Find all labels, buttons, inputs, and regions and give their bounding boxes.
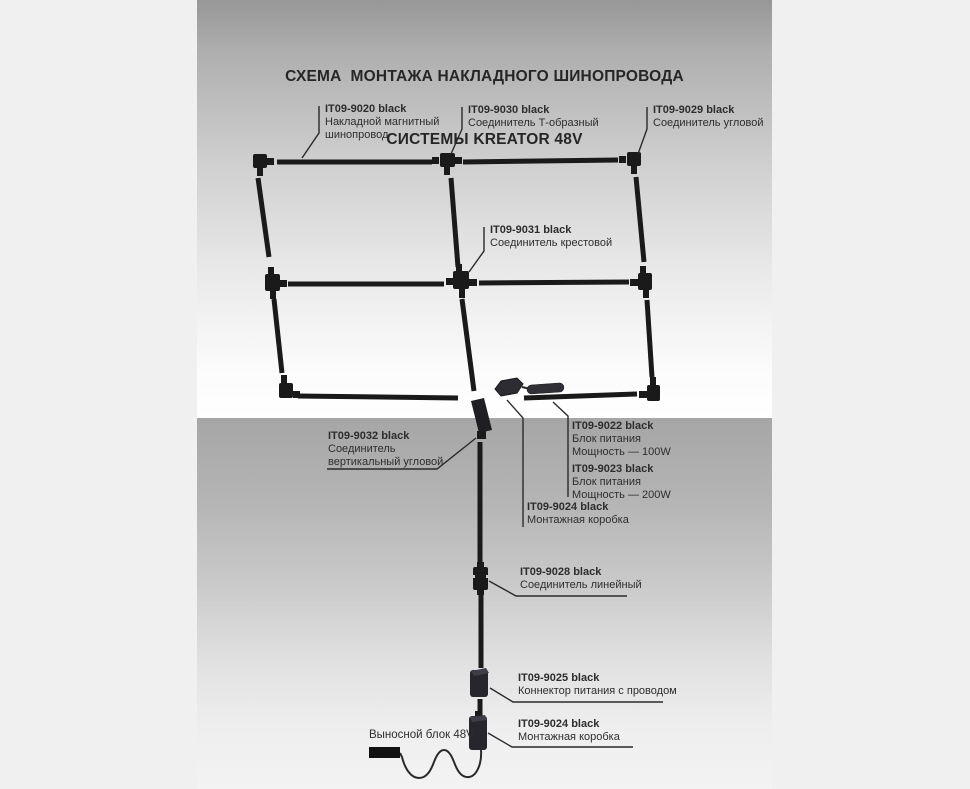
track-vert-mid-2 bbox=[462, 299, 474, 391]
label-mounting-box-top-desc1: Монтажная коробка bbox=[527, 514, 629, 526]
label-mounting-box-bottom-code: IT09-9024 black bbox=[518, 718, 600, 730]
label-psu-200 bbox=[572, 463, 671, 502]
corner-connector-bottom-right bbox=[639, 377, 660, 401]
label-mounting-box-bottom-desc1: Монтажная коробка bbox=[518, 731, 620, 743]
label-linear-connector-desc1: Соединитель линейный bbox=[520, 579, 642, 591]
title-line-1: СХЕМА МОНТАЖА НАКЛАДНОГО ШИНОПРОВОДА bbox=[285, 68, 684, 85]
mounting-box-component-top bbox=[495, 378, 523, 396]
label-track bbox=[325, 103, 439, 142]
corner-connector-bottom-left bbox=[279, 375, 300, 398]
label-psu-200-code: IT09-9023 black bbox=[572, 463, 654, 475]
label-vertical-corner-connector bbox=[328, 430, 443, 469]
label-corner-connector bbox=[653, 104, 764, 130]
label-power-connector-code: IT09-9025 black bbox=[518, 672, 600, 684]
cross-connector-center bbox=[446, 264, 477, 298]
power-connector-component bbox=[470, 668, 489, 697]
label-cross-connector-code: IT09-9031 black bbox=[490, 224, 572, 236]
label-linear-connector bbox=[520, 566, 642, 592]
label-vertical-corner-desc2: вертикальный угловой bbox=[328, 456, 444, 468]
label-power-connector bbox=[518, 672, 677, 698]
track-mid-right bbox=[479, 282, 629, 283]
label-cross-connector-desc1: Соединитель крестовой bbox=[490, 237, 613, 249]
label-corner-connector-code: IT09-9029 black bbox=[653, 104, 735, 116]
label-t-connector-desc1: Соединитель Т-образный bbox=[468, 117, 599, 129]
label-linear-connector-code: IT09-9028 black bbox=[520, 566, 602, 578]
linear-connector-component bbox=[473, 562, 488, 595]
track-vert-left-2 bbox=[274, 299, 282, 373]
label-power-connector-desc1: Коннектор питания с проводом bbox=[518, 685, 677, 697]
label-corner-connector-desc1: Соединитель угловой bbox=[653, 117, 764, 129]
label-mounting-box-top-code: IT09-9024 black bbox=[527, 501, 609, 513]
label-mounting-box-top bbox=[527, 501, 629, 527]
title-line-2: СИСТЕМЫ KREATOR 48V bbox=[386, 131, 583, 148]
leader-mounting-box-top bbox=[507, 400, 523, 527]
label-psu-100-code: IT09-9022 black bbox=[572, 420, 654, 432]
label-track-desc1: Накладной магнитный bbox=[325, 116, 440, 128]
label-psu-100-desc1: Блок питания bbox=[572, 433, 641, 445]
label-psu-100 bbox=[572, 420, 671, 459]
vertical-corner-connector-component bbox=[471, 398, 492, 439]
label-psu-200-desc2: Мощность — 200W bbox=[572, 489, 671, 501]
track-bottom-left bbox=[298, 396, 458, 398]
track-bottom-right bbox=[524, 394, 637, 398]
label-t-connector bbox=[468, 104, 599, 130]
t-connector-mid-right bbox=[630, 266, 652, 298]
leader-psu bbox=[553, 402, 568, 497]
label-remote-block: Выносной блок 48V bbox=[369, 729, 474, 741]
label-psu-100-desc2: Мощность — 100W bbox=[572, 446, 671, 458]
label-track-desc2: шинопровод bbox=[325, 129, 389, 141]
power-cord-wire bbox=[400, 750, 481, 778]
label-cross-connector bbox=[490, 224, 612, 250]
label-psu-200-desc1: Блок питания bbox=[572, 476, 641, 488]
label-track-code: IT09-9020 black bbox=[325, 103, 407, 115]
label-mounting-box-bottom bbox=[518, 718, 620, 744]
label-vertical-corner-code: IT09-9032 black bbox=[328, 430, 410, 442]
leader-cross-connector bbox=[469, 227, 484, 272]
label-t-connector-code: IT09-9030 black bbox=[468, 104, 550, 116]
remote-power-block bbox=[369, 747, 400, 758]
power-supply-component bbox=[527, 383, 565, 395]
track-vert-right-2 bbox=[647, 300, 652, 377]
t-connector-mid-left bbox=[265, 267, 287, 299]
label-vertical-corner-desc1: Соединитель bbox=[328, 443, 396, 455]
